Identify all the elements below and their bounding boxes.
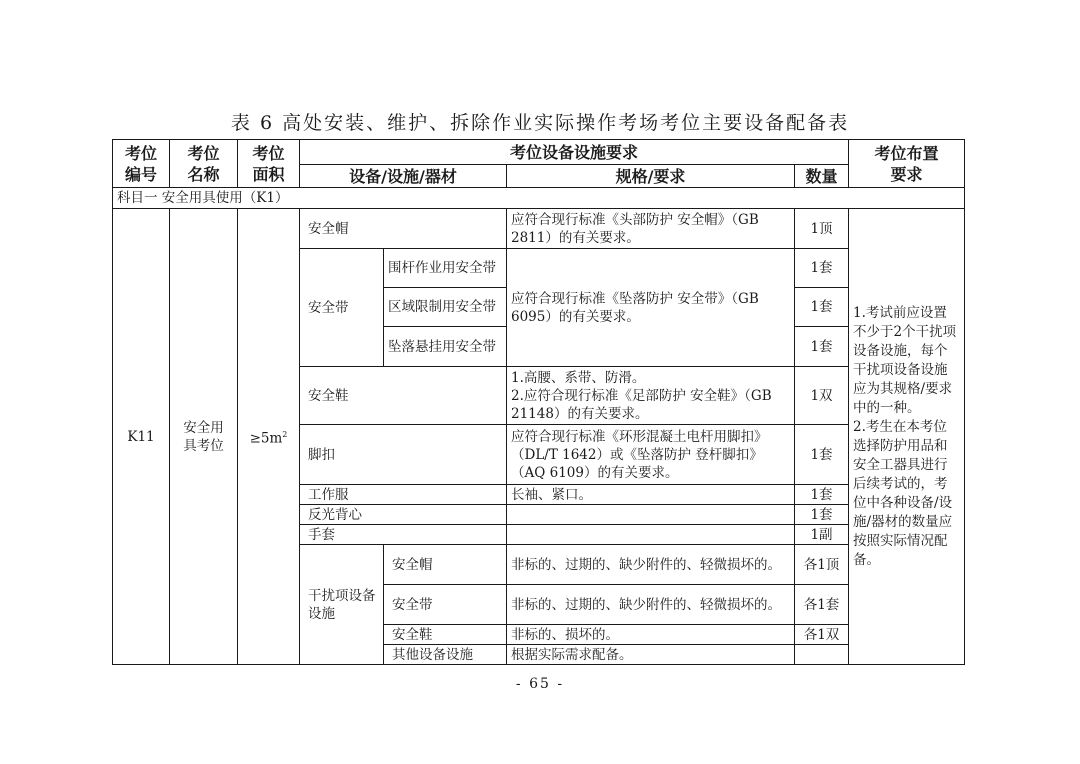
station-name: 安全用具考位 — [170, 209, 238, 665]
section-row: 科目一 安全用具使用（K1） — [113, 188, 965, 209]
qty-interference-belt: 各1套 — [795, 585, 849, 625]
qty-interference-shoes: 各1双 — [795, 625, 849, 645]
spec-helmet: 应符合现行标准《头部防护 安全帽》（GB 2811）的有关要求。 — [507, 209, 795, 249]
page-number: - 65 - — [515, 676, 565, 692]
qty-belt-pole: 1套 — [795, 249, 849, 288]
header-station-no: 考位 编号 — [113, 140, 170, 188]
equipment-shoes: 安全鞋 — [300, 367, 507, 425]
qty-climber: 1套 — [795, 425, 849, 485]
header-requirements: 考位设备设施要求 — [300, 140, 849, 165]
interference-shoes: 安全鞋 — [384, 625, 507, 645]
qty-belt-arrest: 1套 — [795, 327, 849, 367]
equipment-belt-restraint: 区域限制用安全带 — [384, 288, 507, 327]
qty-shoes: 1双 — [795, 367, 849, 425]
qty-interference-helmet: 各1顶 — [795, 545, 849, 585]
equipment-gloves: 手套 — [300, 525, 507, 545]
equipment-belt-arrest: 坠落悬挂用安全带 — [384, 327, 507, 367]
interference-belt: 安全带 — [384, 585, 507, 625]
station-area: $\ge 5m^2$ — [238, 209, 300, 665]
qty-belt-restraint: 1套 — [795, 288, 849, 327]
equipment-belt-group: 安全带 — [300, 249, 384, 367]
header-area: 考位 面积 — [238, 140, 300, 188]
header-quantity: 数量 — [795, 165, 849, 188]
qty-workwear: 1套 — [795, 485, 849, 505]
spec-interference-belt: 非标的、过期的、缺少附件的、轻微损坏的。 — [507, 585, 795, 625]
spec-interference-helmet: 非标的、过期的、缺少附件的、轻微损坏的。 — [507, 545, 795, 585]
interference-helmet: 安全帽 — [384, 545, 507, 585]
header-layout: 考位布置 要求 — [849, 140, 965, 188]
equipment-belt-pole: 围杆作业用安全带 — [384, 249, 507, 288]
equipment-table — [112, 139, 965, 665]
spec-climber: 应符合现行标准《环形混凝土电杆用脚扣》（DL/T 1642）或《坠落防护 登杆脚扣》（AQ 6109）的有关要求。 — [507, 425, 795, 485]
layout-note-1: 1.考试前应设置不少于2个干扰项设备设施，每个干扰项设备设施应为其规格/要求中的一种。 — [853, 304, 957, 416]
layout-note-2: 2.考生在本考位选择防护用品和安全工器具进行后续考试的，考位中各种设备/设施/器材的数量应按照实际情况配备。 — [853, 418, 953, 568]
header-equipment: 设备/设施/器材 — [300, 165, 507, 188]
equipment-vest: 反光背心 — [300, 505, 507, 525]
spec-shoes: 1.高腰、系带、防滑。 2.应符合现行标准《足部防护 安全鞋》（GB 21148）的有关要求。 — [507, 367, 795, 425]
qty-gloves: 1副 — [795, 525, 849, 545]
station-number: K11 — [113, 209, 170, 665]
equipment-workwear: 工作服 — [300, 485, 507, 505]
equipment-climber: 脚扣 — [300, 425, 507, 485]
qty-vest: 1套 — [795, 505, 849, 525]
spec-gloves — [507, 525, 795, 545]
spec-vest — [507, 505, 795, 525]
spec-interference-shoes: 非标的、损坏的。 — [507, 625, 795, 645]
header-station-name: 考位 名称 — [170, 140, 238, 188]
spec-workwear: 长袖、紧口。 — [507, 485, 795, 505]
qty-helmet: 1顶 — [795, 209, 849, 249]
spec-interference-other: 根据实际需求配备。 — [507, 645, 795, 665]
spec-belt: 应符合现行标准《坠落防护 安全带》（GB 6095）的有关要求。 — [507, 249, 795, 367]
interference-other: 其他设备设施 — [384, 645, 507, 665]
equipment-interference-group: 干扰项设备设施 — [300, 545, 384, 665]
header-spec: 规格/要求 — [507, 165, 795, 188]
table-title: 表 6 高处安装、维护、拆除作业实际操作考场考位主要设备配备表 — [230, 112, 850, 134]
equipment-helmet: 安全帽 — [300, 209, 507, 249]
layout-notes — [849, 209, 965, 665]
qty-interference-other — [795, 645, 849, 665]
